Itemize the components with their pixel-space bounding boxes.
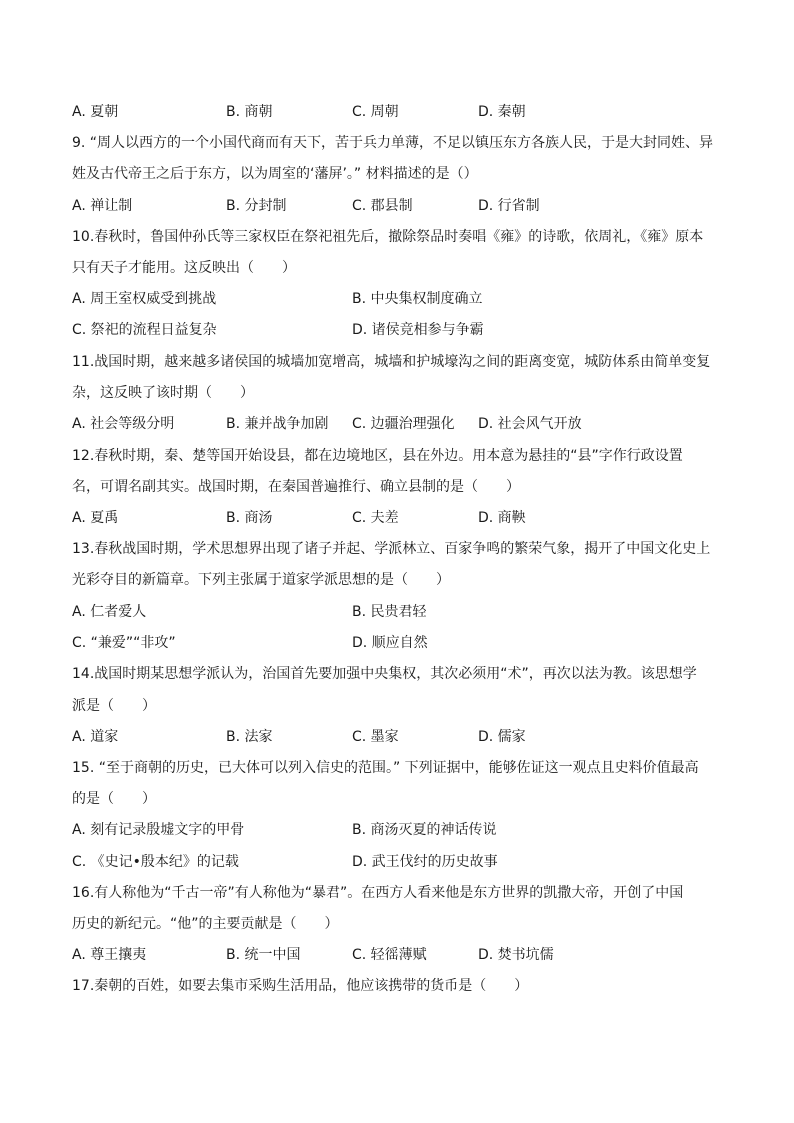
option-a[interactable]: A. 夏禹 — [72, 510, 119, 526]
option-b[interactable]: B. 分封制 — [226, 198, 287, 214]
option-c[interactable]: C. 夫差 — [352, 510, 399, 526]
question-14-stem: 派是（ ） — [72, 698, 156, 714]
option-d[interactable]: D. 社会风气开放 — [478, 416, 582, 432]
option-c[interactable]: C. 《史记•殷本纪》的记载 — [72, 854, 239, 870]
option-a[interactable]: A. 刻有记录殷墟文字的甲骨 — [72, 822, 245, 838]
option-c[interactable]: C. “兼爱”“非攻” — [72, 635, 176, 651]
option-b[interactable]: B. 商汤 — [226, 510, 273, 526]
question-11-stem: 杂，这反映了该时期（ ） — [72, 385, 254, 401]
question-9-stem: 9. “周人以西方的一个小国代商而有天下，苦于兵力单薄，不足以镇压东方各族人民，于是大封同姓、异 — [72, 135, 714, 151]
question-12-stem: 12.春秋时期，秦、楚等国开始设县，都在边境地区，县在外边。用本意为悬挂的“县”字作行政设置 — [72, 448, 683, 464]
option-b[interactable]: B. 统一中国 — [226, 947, 301, 963]
option-c[interactable]: C. 祭祀的流程日益复杂 — [72, 322, 217, 338]
question-17-stem: 17.秦朝的百姓，如要去集市采购生活用品，他应该携带的货币是（ ） — [72, 978, 529, 994]
question-11-stem: 11.战国时期，越来越多诸侯国的城墙加宽增高，城墙和护城壕沟之间的距离变宽，城防体系由简单变复 — [72, 354, 711, 370]
option-a[interactable]: A. 周王室权威受到挑战 — [72, 291, 217, 307]
option-d[interactable]: D. 行省制 — [478, 198, 540, 214]
question-12-stem: 名，可谓名副其实。战国时期，在秦国普遍推行、确立县制的是（ ） — [72, 479, 520, 495]
option-b[interactable]: B. 法家 — [226, 729, 273, 745]
question-10-stem: 只有天子才能用。这反映出（ ） — [72, 260, 296, 276]
option-b[interactable]: B. 中央集权制度确立 — [352, 291, 483, 307]
option-c[interactable]: C. 周朝 — [352, 104, 399, 120]
option-d[interactable]: D. 焚书坑儒 — [478, 947, 554, 963]
option-a[interactable]: A. 仁者爱人 — [72, 604, 147, 620]
option-b[interactable]: B. 商朝 — [226, 104, 273, 120]
option-c[interactable]: C. 墨家 — [352, 729, 399, 745]
option-d[interactable]: D. 秦朝 — [478, 104, 526, 120]
option-a[interactable]: A. 夏朝 — [72, 104, 119, 120]
option-d[interactable]: D. 商鞅 — [478, 510, 526, 526]
question-16-stem: 16.有人称他为“千古一帝”有人称他为“暴君”。在西方人看来他是东方世界的凯撒大帝，开创了中国 — [72, 885, 684, 901]
option-b[interactable]: B. 商汤灭夏的神话传说 — [352, 822, 497, 838]
option-a[interactable]: A. 尊王攘夷 — [72, 947, 147, 963]
option-d[interactable]: D. 顺应自然 — [352, 635, 428, 651]
question-15-stem: 15. “至于商朝的历史，已大体可以列入信史的范围。” 下列证据中，能够佐证这一观点且史料价值最高 — [72, 760, 699, 776]
question-13-stem: 13.春秋战国时期，学术思想界出现了诸子并起、学派林立、百家争鸣的繁荣气象，揭开了中国文化史上 — [72, 541, 711, 557]
option-b[interactable]: B. 兼并战争加剧 — [226, 416, 329, 432]
option-a[interactable]: A. 社会等级分明 — [72, 416, 175, 432]
option-c[interactable]: C. 轻徭薄赋 — [352, 947, 427, 963]
option-a[interactable]: A. 禅让制 — [72, 198, 133, 214]
option-c[interactable]: C. 边疆治理强化 — [352, 416, 455, 432]
option-d[interactable]: D. 儒家 — [478, 729, 526, 745]
option-c[interactable]: C. 郡县制 — [352, 198, 413, 214]
question-13-stem: 光彩夺目的新篇章。下列主张属于道家学派思想的是（ ） — [72, 572, 450, 588]
option-a[interactable]: A. 道家 — [72, 729, 119, 745]
option-d[interactable]: D. 诸侯竞相参与争霸 — [352, 322, 484, 338]
question-15-stem: 的是（ ） — [72, 791, 156, 807]
question-9-stem: 姓及古代帝王之后于东方，以为周室的‘藩屏’。” 材料描述的是（） — [72, 166, 478, 182]
option-d[interactable]: D. 武王伐纣的历史故事 — [352, 854, 498, 870]
question-10-stem: 10.春秋时，鲁国仲孙氏等三家权臣在祭祀祖先后，撤除祭品时奏唱《雍》的诗歌，依周礼，《雍》原本 — [72, 229, 704, 245]
question-16-stem: 历史的新纪元。“他”的主要贡献是（ ） — [72, 916, 339, 932]
question-14-stem: 14.战国时期某思想学派认为，治国首先要加强中央集权，其次必须用“术”，再次以法为教。该思想学 — [72, 666, 697, 682]
option-b[interactable]: B. 民贵君轻 — [352, 604, 427, 620]
